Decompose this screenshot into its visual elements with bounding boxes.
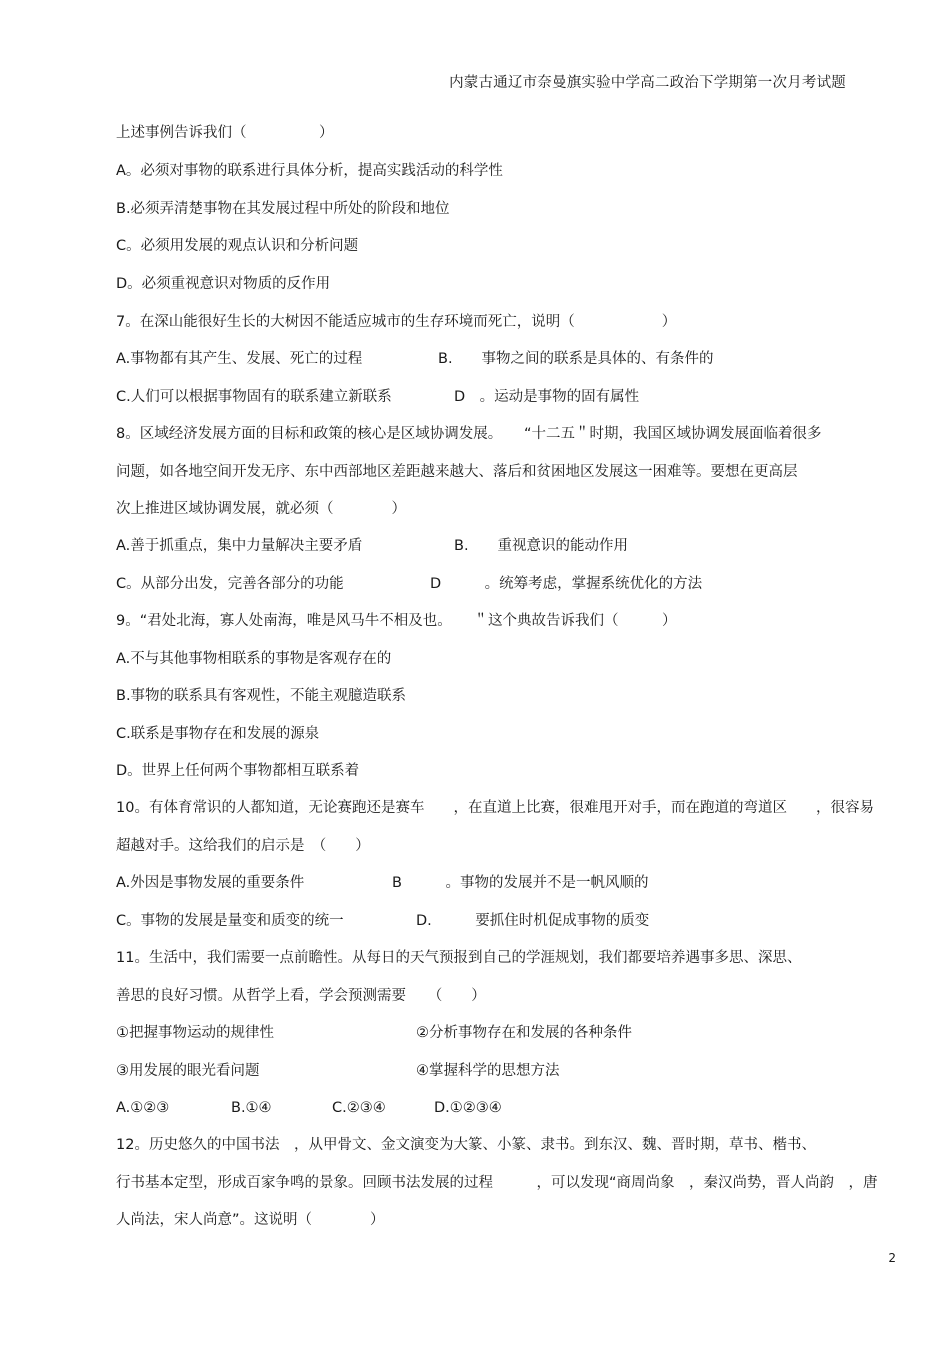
q6-option-c: C。必须用发展的观点认识和分析问题 bbox=[116, 238, 359, 254]
q10-option-b: B 。事物的发展并不是一帆风顺的 bbox=[392, 875, 649, 891]
q8-stem-line3: 次上推进区域协调发展，就必须（ ） bbox=[116, 501, 406, 517]
q11-statement-1: ①把握事物运动的规律性 bbox=[116, 1025, 274, 1041]
q12-stem-line3: 人尚法，宋人尚意”。这说明（ ） bbox=[116, 1212, 385, 1228]
q10-option-a: A.外因是事物发展的重要条件 bbox=[116, 875, 305, 891]
q11-stem-line1: 11。生活中，我们需要一点前瞻性。从每日的天气预报到自己的学涯规划，我们都要培养遇事多思、深思、 bbox=[116, 950, 802, 966]
q11-statement-2: ②分析事物存在和发展的各种条件 bbox=[416, 1025, 632, 1041]
q6-stem: 上述事例告诉我们（ ） bbox=[116, 125, 334, 141]
q8-option-d: D 。统筹考虑，掌握系统优化的方法 bbox=[430, 576, 703, 592]
q10-stem-line1: 10。有体育常识的人都知道，无论赛跑还是赛车 ，在直道上比赛，很难甩开对手，而在跑道的弯道区 ，很容易 bbox=[116, 800, 874, 816]
q11-option-b: B.①④ bbox=[231, 1100, 272, 1116]
q12-stem-line2: 行书基本定型，形成百家争鸣的景象。回顾书法发展的过程 ，可以发现“商周尚象 ，秦汉尚势，晋人尚韵 ，唐 bbox=[116, 1175, 878, 1191]
q8-stem-line1: 8。区域经济发展方面的目标和政策的核心是区域协调发展。 “十二五＂时期，我国区域协调发展面临着很多 bbox=[116, 426, 822, 442]
q10-stem-line2: 超越对手。这给我们的启示是 （ ） bbox=[116, 838, 370, 854]
q6-option-a: A。必须对事物的联系进行具体分析，提高实践活动的科学性 bbox=[116, 163, 503, 179]
q8-option-b: B. 重视意识的能动作用 bbox=[454, 538, 629, 554]
q11-option-d: D.①②③④ bbox=[434, 1100, 502, 1116]
q9-stem: 9。“君处北海，寡人处南海，唯是风马牛不相及也。 ＂这个典故告诉我们（ ） bbox=[116, 613, 677, 629]
q11-statement-4: ④掌握科学的思想方法 bbox=[416, 1063, 560, 1079]
q6-option-b: B.必须弄清楚事物在其发展过程中所处的阶段和地位 bbox=[116, 201, 450, 217]
q9-option-d: D。世界上任何两个事物都相互联系着 bbox=[116, 763, 360, 779]
q10-option-c: C。事物的发展是量变和质变的统一 bbox=[116, 913, 344, 929]
q10-option-d: D. 要抓住时机促成事物的质变 bbox=[416, 913, 650, 929]
q6-option-d: D。必须重视意识对物质的反作用 bbox=[116, 276, 331, 292]
q8-option-c: C。从部分出发，完善各部分的功能 bbox=[116, 576, 344, 592]
q9-option-a: A.不与其他事物相联系的事物是客观存在的 bbox=[116, 651, 392, 667]
q11-option-a: A.①②③ bbox=[116, 1100, 170, 1116]
page-number: 2 bbox=[888, 1251, 896, 1265]
q7-option-c: C.人们可以根据事物固有的联系建立新联系 bbox=[116, 389, 392, 405]
q8-option-a: A.善于抓重点，集中力量解决主要矛盾 bbox=[116, 538, 363, 554]
q9-option-c: C.联系是事物存在和发展的源泉 bbox=[116, 726, 320, 742]
q9-option-b: B.事物的联系具有客观性，不能主观臆造联系 bbox=[116, 688, 407, 704]
q7-stem: 7。在深山能很好生长的大树因不能适应城市的生存环境而死亡，说明（ ） bbox=[116, 314, 677, 330]
q12-stem-line1: 12。历史悠久的中国书法 ，从甲骨文、金文演变为大篆、小篆、隶书。到东汉、魏、晋时期，草书、楷书、 bbox=[116, 1137, 816, 1153]
q11-statement-3: ③用发展的眼光看问题 bbox=[116, 1063, 260, 1079]
q7-option-b: B. 事物之间的联系是具体的、有条件的 bbox=[438, 351, 714, 367]
q7-option-a: A.事物都有其产生、发展、死亡的过程 bbox=[116, 351, 363, 367]
q8-stem-line2: 问题，如各地空间开发无序、东中西部地区差距越来越大、落后和贫困地区发展这一困难等。要想在更高层 bbox=[116, 464, 798, 480]
page-header: 内蒙古通辽市奈曼旗实验中学高二政治下学期第一次月考试题 bbox=[449, 75, 846, 91]
q11-option-c: C.②③④ bbox=[332, 1100, 386, 1116]
q7-option-d: D 。运动是事物的固有属性 bbox=[454, 389, 640, 405]
q11-stem-line2: 善思的良好习惯。从哲学上看，学会预测需要 （ ） bbox=[116, 988, 486, 1004]
